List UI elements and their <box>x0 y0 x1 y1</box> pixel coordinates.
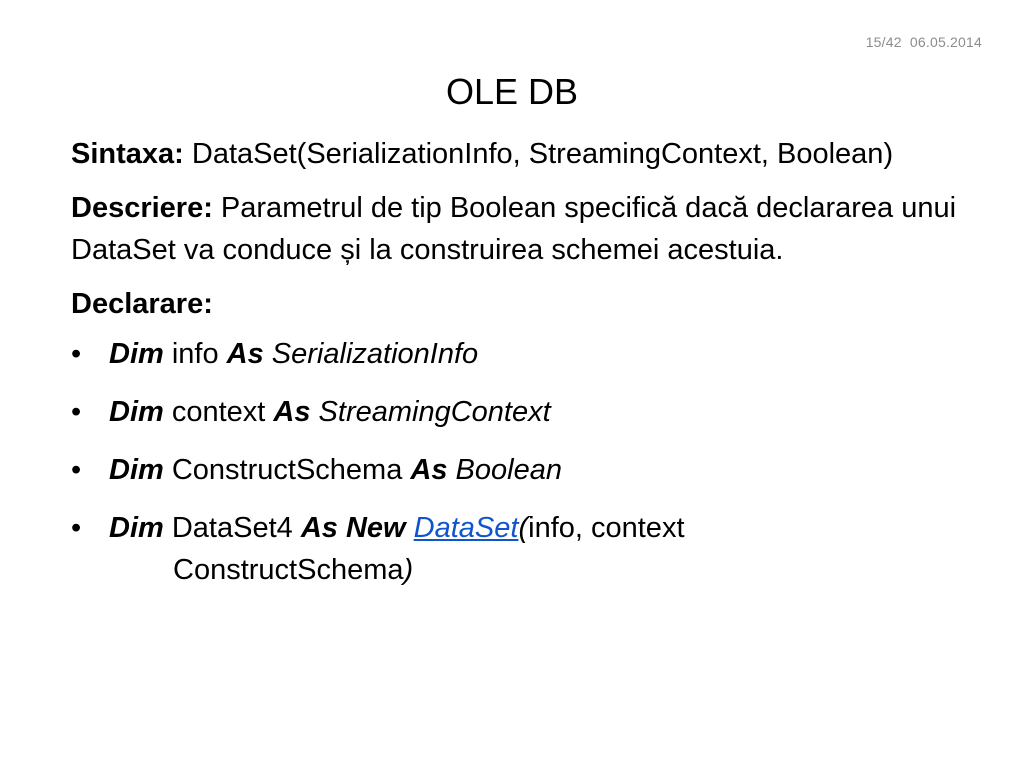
slide-meta <box>866 34 982 50</box>
keyword-dim: Dim <box>109 454 164 486</box>
keyword-as-new: As New <box>300 512 406 544</box>
list-item <box>71 449 971 491</box>
type-name: SerializationInfo <box>263 338 479 370</box>
keyword-dim: Dim <box>109 338 164 370</box>
declaration-paragraph <box>71 283 971 325</box>
keyword-as: As <box>226 338 264 370</box>
bullet-icon: • <box>71 512 82 544</box>
bullet-icon: • <box>71 454 82 486</box>
slide-date: 06.05.2014 <box>909 34 982 50</box>
list-item <box>71 391 971 433</box>
syntax-label: Sintaxa: <box>71 138 184 170</box>
keyword-dim: Dim <box>109 512 164 544</box>
description-label: Descriere: <box>71 192 213 224</box>
keyword-as: As <box>410 454 448 486</box>
keyword-as: As <box>273 396 311 428</box>
slide-title: OLE DB <box>445 71 579 112</box>
list-item <box>71 507 971 591</box>
bullet-icon: • <box>71 396 82 428</box>
syntax-text: DataSet(SerializationInfo, StreamingContext, Boolean) <box>183 138 894 170</box>
variable-name: DataSet4 <box>163 512 301 544</box>
dataset-link[interactable]: DataSet <box>413 512 519 544</box>
close-paren: ) <box>403 554 414 586</box>
slide-content <box>71 133 971 607</box>
declaration-list <box>71 333 971 591</box>
list-item <box>71 333 971 375</box>
variable-name: context <box>163 396 274 428</box>
variable-name: info <box>163 338 227 370</box>
type-name: StreamingContext <box>310 396 551 428</box>
declaration-label: Declarare: <box>71 288 213 320</box>
constructor-args-line2-wrap <box>109 549 971 591</box>
variable-name: ConstructSchema <box>163 454 411 486</box>
type-name: Boolean <box>447 454 562 486</box>
constructor-args-line1: info, context <box>528 512 685 544</box>
bullet-icon: • <box>71 338 82 370</box>
page-indicator: 15/42 <box>865 34 902 50</box>
description-text: Parametrul de tip Boolean specifică dacă declararea unui DataSet va conduce și la construirea schemei acestuia. <box>71 192 957 266</box>
constructor-args-line2: ConstructSchema <box>173 554 404 586</box>
description-paragraph <box>71 187 971 271</box>
syntax-paragraph <box>71 133 971 175</box>
keyword-dim: Dim <box>109 396 164 428</box>
open-paren: ( <box>518 512 529 544</box>
